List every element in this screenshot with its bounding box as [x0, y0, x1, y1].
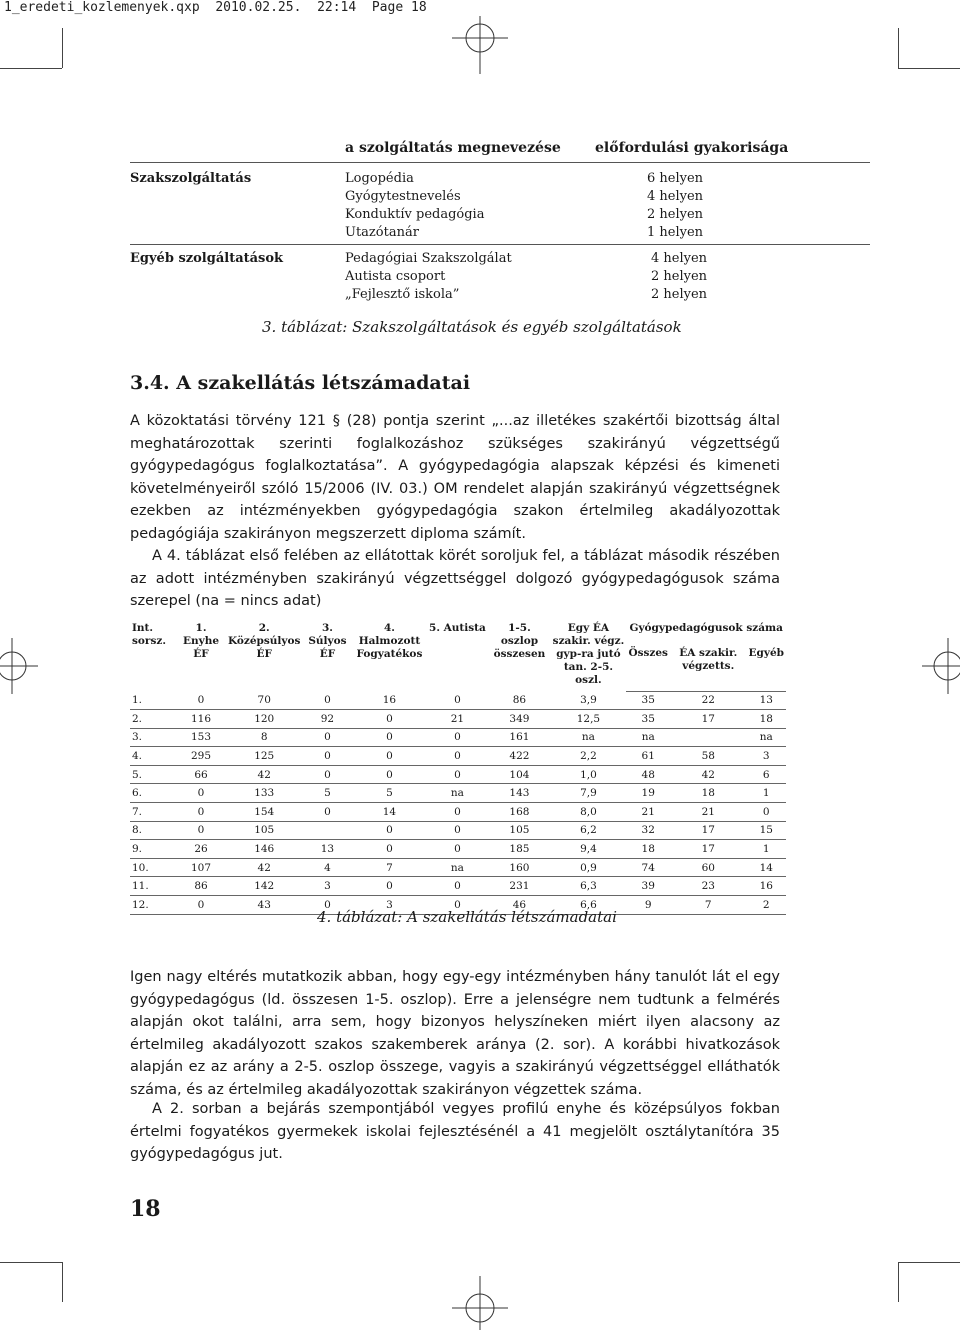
table-cell: 349 — [488, 710, 550, 729]
table-cell: 10. — [130, 858, 176, 877]
table-cell: 0 — [302, 765, 352, 784]
table-cell: 32 — [626, 821, 670, 840]
table-cell: 43 — [226, 896, 302, 915]
table-row — [130, 710, 786, 729]
table-cell: 46 — [488, 896, 550, 915]
col-header-group: Gyógypedagógusok száma — [629, 622, 783, 634]
table-row — [130, 840, 786, 859]
col-header-frequency: előfordulási gyakorisága — [595, 140, 789, 156]
table-cell: 0 — [176, 896, 226, 915]
table-body — [130, 691, 786, 914]
table-cell: 0 — [302, 728, 352, 747]
service-name: Konduktív pedagógia — [345, 207, 485, 222]
table-cell: 8,0 — [550, 803, 626, 822]
col-header: 2. Középsúlyos ÉF — [228, 622, 301, 660]
table-cell: 13 — [747, 691, 786, 710]
table-cell: 104 — [488, 765, 550, 784]
table-cell: 0 — [426, 765, 488, 784]
registration-mark-left — [0, 636, 40, 696]
table-cell: 7. — [130, 803, 176, 822]
table-cell: 168 — [488, 803, 550, 822]
table-cell: 9 — [626, 896, 670, 915]
table-cell: 0 — [302, 747, 352, 766]
table-cell: 42 — [226, 765, 302, 784]
table-cell: 0 — [302, 896, 352, 915]
table-cell: 5. — [130, 765, 176, 784]
sub-header: Összes — [626, 647, 670, 691]
table-row — [130, 747, 786, 766]
table-cell: 8 — [226, 728, 302, 747]
table-cell: 9,4 — [550, 840, 626, 859]
table-cell: 0 — [747, 803, 786, 822]
table-cell: 21 — [670, 803, 747, 822]
table-cell: 26 — [176, 840, 226, 859]
table-cell: 0 — [176, 691, 226, 710]
category-label: Szakszolgáltatás — [130, 171, 252, 186]
table-cell: 15 — [747, 821, 786, 840]
table-cell: 2. — [130, 710, 176, 729]
table-row — [130, 821, 786, 840]
table-cell: 18 — [670, 784, 747, 803]
service-name: Pedagógiai Szakszolgálat — [345, 251, 512, 266]
table-cell: 105 — [226, 821, 302, 840]
table-cell: 0,9 — [550, 858, 626, 877]
table-cell: 3 — [747, 747, 786, 766]
table-row — [130, 691, 786, 710]
table-cell: 14 — [352, 803, 426, 822]
service-frequency: 1 helyen — [647, 225, 704, 240]
table-cell: 422 — [488, 747, 550, 766]
table-cell: 146 — [226, 840, 302, 859]
registration-mark-top — [450, 16, 510, 76]
table-cell: 5 — [352, 784, 426, 803]
table-cell: 7 — [352, 858, 426, 877]
table-cell: 0 — [426, 691, 488, 710]
table-cell: 3 — [302, 877, 352, 896]
table-cell: 125 — [226, 747, 302, 766]
table-cell: 0 — [426, 877, 488, 896]
table-cell: na — [626, 728, 670, 747]
table-cell: 0 — [426, 840, 488, 859]
table-cell: 116 — [176, 710, 226, 729]
table-cell: 0 — [352, 728, 426, 747]
table-cell: 6,3 — [550, 877, 626, 896]
table-cell: 0 — [352, 710, 426, 729]
service-name: Utazótanár — [345, 225, 419, 240]
service-name: „Fejlesztő iskola” — [345, 287, 460, 302]
table-cell: 0 — [352, 840, 426, 859]
table-cell: 105 — [488, 821, 550, 840]
table-cell: 295 — [176, 747, 226, 766]
section-title: 3.4. A szakellátás létszámadatai — [130, 372, 471, 394]
table-cell: 11. — [130, 877, 176, 896]
table-cell: 86 — [488, 691, 550, 710]
service-frequency: 2 helyen — [651, 269, 708, 284]
table-cell: 48 — [626, 765, 670, 784]
table-cell: 3. — [130, 728, 176, 747]
table-cell: 74 — [626, 858, 670, 877]
table-cell: 4. — [130, 747, 176, 766]
staffing-table — [130, 622, 786, 915]
registration-mark-bottom — [450, 1276, 510, 1330]
table-cell: 12,5 — [550, 710, 626, 729]
table-cell: 14 — [747, 858, 786, 877]
paragraph: A 4. táblázat első felében az ellátottak körét soroljuk fel, a táblázat második részében az adott intézményben szakirányú végzettséggel dolgozó gyógypedagógusok száma szerepel (na = nincs adat) — [130, 548, 780, 609]
table-cell: 7 — [670, 896, 747, 915]
table-cell: 0 — [176, 784, 226, 803]
service-frequency: 6 helyen — [647, 171, 704, 186]
table-cell: 142 — [226, 877, 302, 896]
col-header-service: a szolgáltatás megnevezése — [345, 140, 561, 156]
table-cell: 3,9 — [550, 691, 626, 710]
service-name: Autista csoport — [345, 269, 446, 284]
table-cell: 6,6 — [550, 896, 626, 915]
table-cell: 61 — [626, 747, 670, 766]
table-cell: 185 — [488, 840, 550, 859]
table4-caption: 4. táblázat: A szakellátás létszámadatai — [317, 908, 617, 926]
table-cell — [670, 728, 747, 747]
table-cell: 22 — [670, 691, 747, 710]
table-cell: 161 — [488, 728, 550, 747]
table-cell: 35 — [626, 710, 670, 729]
paragraph: A 2. sorban a bejárás szempontjából vegyes profilú enyhe és középsúlyos fokban értelmi fogyatékos gyermekek iskolai fejlesztésénél a 41 megjelölt osztálytanítóra 35 gyógypedagógus jut. — [130, 1101, 780, 1162]
table-row — [130, 858, 786, 877]
sub-header: Egyéb — [747, 647, 786, 691]
table-cell: 160 — [488, 858, 550, 877]
table-cell: 66 — [176, 765, 226, 784]
table-cell: 107 — [176, 858, 226, 877]
table-cell: 86 — [176, 877, 226, 896]
col-header: Egy ÉA szakir. végz. gyp-ra jutó tan. 2-5. oszl. — [552, 622, 625, 686]
table-cell: 0 — [302, 803, 352, 822]
table-cell: 23 — [670, 877, 747, 896]
table-row — [130, 784, 786, 803]
service-frequency: 4 helyen — [651, 251, 708, 266]
table-cell: 0 — [176, 803, 226, 822]
table-cell — [302, 821, 352, 840]
sub-header: ÉA szakir. végzetts. — [670, 647, 747, 691]
table-cell: 21 — [626, 803, 670, 822]
table-cell: 6 — [747, 765, 786, 784]
table-cell: 92 — [302, 710, 352, 729]
table-cell: 0 — [426, 728, 488, 747]
table-cell: 3 — [352, 896, 426, 915]
table-cell: 58 — [670, 747, 747, 766]
table-cell: 0 — [352, 765, 426, 784]
col-header: 5. Autista — [429, 622, 486, 634]
table-cell: 6,2 — [550, 821, 626, 840]
table-cell: na — [426, 784, 488, 803]
table-cell: 18 — [626, 840, 670, 859]
table-cell: 16 — [747, 877, 786, 896]
table-cell: 42 — [226, 858, 302, 877]
table3-caption: 3. táblázat: Szakszolgáltatások és egyéb szolgáltatások — [262, 318, 682, 336]
table-cell: 13 — [302, 840, 352, 859]
table-cell: 12. — [130, 896, 176, 915]
table-cell: 2,2 — [550, 747, 626, 766]
table-cell: 19 — [626, 784, 670, 803]
table-cell: 0 — [352, 747, 426, 766]
table-row — [130, 765, 786, 784]
paragraph: Igen nagy eltérés mutatkozik abban, hogy egy-egy intézményben hány tanulót lát el egy gyógypedagógus (ld. összesen 1-5. oszlop). Erre a jelenségre nem tudtunk a felmérés alapján okot találni, arra sem, hogy bizonyos helyszíneken miért ilyen alacsony az értelmileg akadályozott szakos szakemberek aránya (2. sor). A korábbi hivatkozások alapján ez az arány a 2-5. oszlop összege, vagyis a szakirányú végzettséggel elláthatók száma, és az értelmileg akadályozottak szakirányon végzettek száma. — [130, 969, 780, 1098]
table-cell: 0 — [176, 821, 226, 840]
table-cell: 7,9 — [550, 784, 626, 803]
table-cell: 17 — [670, 710, 747, 729]
table-cell: 231 — [488, 877, 550, 896]
col-header: 1. Enyhe ÉF — [182, 622, 220, 660]
table-cell: 0 — [426, 896, 488, 915]
table-row — [130, 728, 786, 747]
table-cell: 17 — [670, 821, 747, 840]
table-cell: 133 — [226, 784, 302, 803]
table-row — [130, 877, 786, 896]
table-cell: 17 — [670, 840, 747, 859]
service-frequency: 4 helyen — [647, 189, 704, 204]
table-cell: 0 — [352, 821, 426, 840]
table-cell: na — [550, 728, 626, 747]
registration-mark-right — [920, 636, 960, 696]
table-cell: 0 — [426, 747, 488, 766]
print-slug: 1_eredeti_kozlemenyek.qxp 2010.02.25. 22:14 Page 18 — [4, 0, 427, 15]
table-cell: 18 — [747, 710, 786, 729]
service-name: Logopédia — [345, 171, 414, 186]
table-cell: 1. — [130, 691, 176, 710]
table-cell: na — [747, 728, 786, 747]
service-frequency: 2 helyen — [651, 287, 708, 302]
table-cell: 120 — [226, 710, 302, 729]
table-cell: 60 — [670, 858, 747, 877]
table-row — [130, 803, 786, 822]
table-cell: 0 — [302, 691, 352, 710]
table-cell: 5 — [302, 784, 352, 803]
table-cell: 42 — [670, 765, 747, 784]
paragraph: A közoktatási törvény 121 § (28) pontja szerint „...az illetékes szakértői bizottság által meghatározottak szerinti foglalkozáshoz szükséges szakirányú végzettségű gyógypedagógus foglalkoztatása”. A gyógypedagógia alapszak képzési és kimeneti követelményeiről szóló 15/2006 (IV. 03.) OM rendelet alapján szakirányú végzettségnek ezekben az intézményekben gyógypedagógia szakon értelmileg akadályozottak pedagógiája szakirányon megszerzett diploma számít. — [130, 413, 780, 542]
service-frequency: 2 helyen — [647, 207, 704, 222]
table-cell: 9. — [130, 840, 176, 859]
table-cell: 1,0 — [550, 765, 626, 784]
page-number: 18 — [130, 1196, 161, 1222]
table-cell: 1 — [747, 784, 786, 803]
col-header: Int. sorsz. — [132, 622, 166, 647]
table-cell: 70 — [226, 691, 302, 710]
col-header: 3. Súlyos ÉF — [308, 622, 347, 660]
table-cell: 4 — [302, 858, 352, 877]
table-cell: 6. — [130, 784, 176, 803]
table-cell: 21 — [426, 710, 488, 729]
table-cell: 154 — [226, 803, 302, 822]
table-cell: 153 — [176, 728, 226, 747]
table-cell: 2 — [747, 896, 786, 915]
table-cell: 8. — [130, 821, 176, 840]
table-cell: 16 — [352, 691, 426, 710]
category-label: Egyéb szolgáltatások — [130, 251, 284, 266]
service-name: Gyógytestnevelés — [345, 189, 461, 204]
table-cell: 35 — [626, 691, 670, 710]
table-cell: 1 — [747, 840, 786, 859]
table-cell: 143 — [488, 784, 550, 803]
table-cell: 39 — [626, 877, 670, 896]
table-cell: 0 — [426, 821, 488, 840]
col-header: 1-5. oszlop összesen — [493, 622, 546, 660]
table-cell: 0 — [426, 803, 488, 822]
table-cell: na — [426, 858, 488, 877]
table-cell: 0 — [352, 877, 426, 896]
col-header: 4. Halmozott Fogyatékos — [356, 622, 423, 660]
